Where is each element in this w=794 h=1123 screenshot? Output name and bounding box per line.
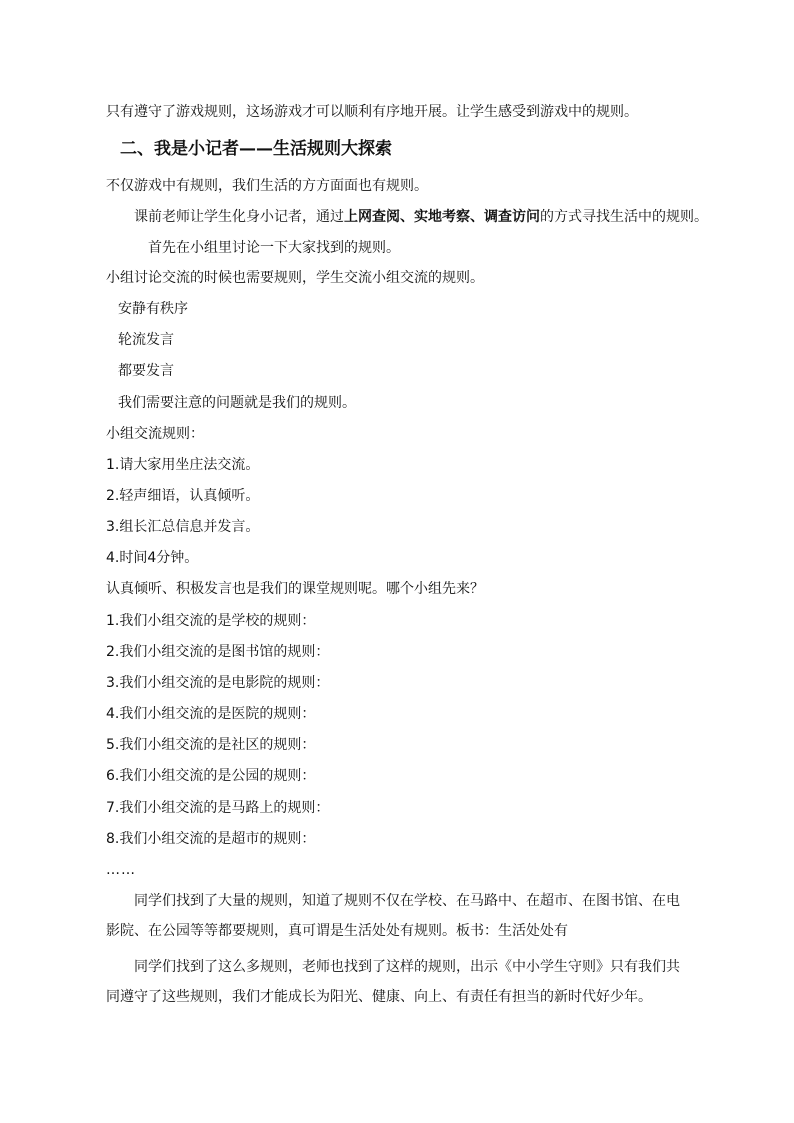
group-rule-item: 2.轻声细语，认真倾听。 bbox=[106, 488, 260, 504]
group-report-item: 5.我们小组交流的是社区的规则： bbox=[106, 737, 316, 753]
method-interview: 调查访问 bbox=[484, 209, 540, 225]
group-rule-item: 3.组长汇总信息并发言。 bbox=[106, 519, 260, 535]
paragraph-6: 认真倾听、积极发言也是我们的课堂规则呢。哪个小组先来？ bbox=[106, 581, 484, 597]
method-field-study: 实地考察 bbox=[414, 209, 470, 225]
group-report-item: 6.我们小组交流的是公园的规则： bbox=[106, 768, 316, 784]
group-report-item: 3.我们小组交流的是电影院的规则： bbox=[106, 675, 330, 691]
group-report-item: 8.我们小组交流的是超市的规则： bbox=[106, 831, 316, 847]
paragraph-4: 小组讨论交流的时候也需要规则，学生交流小组交流的规则。 bbox=[106, 270, 484, 286]
group-rules-title: 小组交流规则： bbox=[106, 426, 204, 442]
paragraph-2-text-c: 的方式寻找生活中的规则。 bbox=[540, 209, 708, 225]
group-report-item: 4.我们小组交流的是医院的规则： bbox=[106, 706, 316, 722]
paragraph-5: 我们需要注意的问题就是我们的规则。 bbox=[118, 395, 356, 411]
paragraph-1: 不仅游戏中有规则，我们生活的方方面面也有规则。 bbox=[106, 178, 428, 194]
paragraph-2 bbox=[134, 207, 708, 227]
ellipsis: …… bbox=[106, 862, 136, 878]
group-report-item: 2.我们小组交流的是图书馆的规则： bbox=[106, 644, 330, 660]
group-rule-item: 1.请大家用坐庄法交流。 bbox=[106, 457, 260, 473]
paragraph-3: 首先在小组里讨论一下大家找到的规则。 bbox=[148, 240, 400, 256]
section-heading: 二、我是小记者——生活规则大探索 bbox=[120, 139, 392, 159]
group-report-item: 7.我们小组交流的是马路上的规则： bbox=[106, 800, 330, 816]
method-separator-1: 、 bbox=[400, 209, 414, 225]
method-separator-2: 、 bbox=[470, 209, 484, 225]
intro-line: 只有遵守了游戏规则，这场游戏才可以顺利有序地开展。让学生感受到游戏中的规则。 bbox=[106, 104, 638, 120]
short-rule-3: 都要发言 bbox=[118, 363, 174, 379]
group-rule-item: 4.时间4分钟。 bbox=[106, 550, 199, 566]
paragraph-8: 同学们找到了这么多规则，老师也找到了这样的规则，出示《中小学生守则》只有我们共同遵守了这些规则，我们才能成长为阳光、健康、向上、有责任有担当的新时代好少年。 bbox=[106, 959, 680, 1005]
short-rule-1: 安静有秩序 bbox=[118, 301, 188, 317]
method-online-research: 上网查阅 bbox=[344, 209, 400, 225]
short-rule-2: 轮流发言 bbox=[118, 332, 174, 348]
group-report-item: 1.我们小组交流的是学校的规则： bbox=[106, 613, 316, 629]
paragraph-2-text-a: 课前老师让学生化身小记者，通过 bbox=[134, 209, 344, 225]
paragraph-7: 同学们找到了大量的规则，知道了规则不仅在学校、在马路中、在超市、在图书馆、在电影院、在公园等等都要规则，真可谓是生活处处有规则。板书：生活处处有 bbox=[106, 893, 680, 939]
